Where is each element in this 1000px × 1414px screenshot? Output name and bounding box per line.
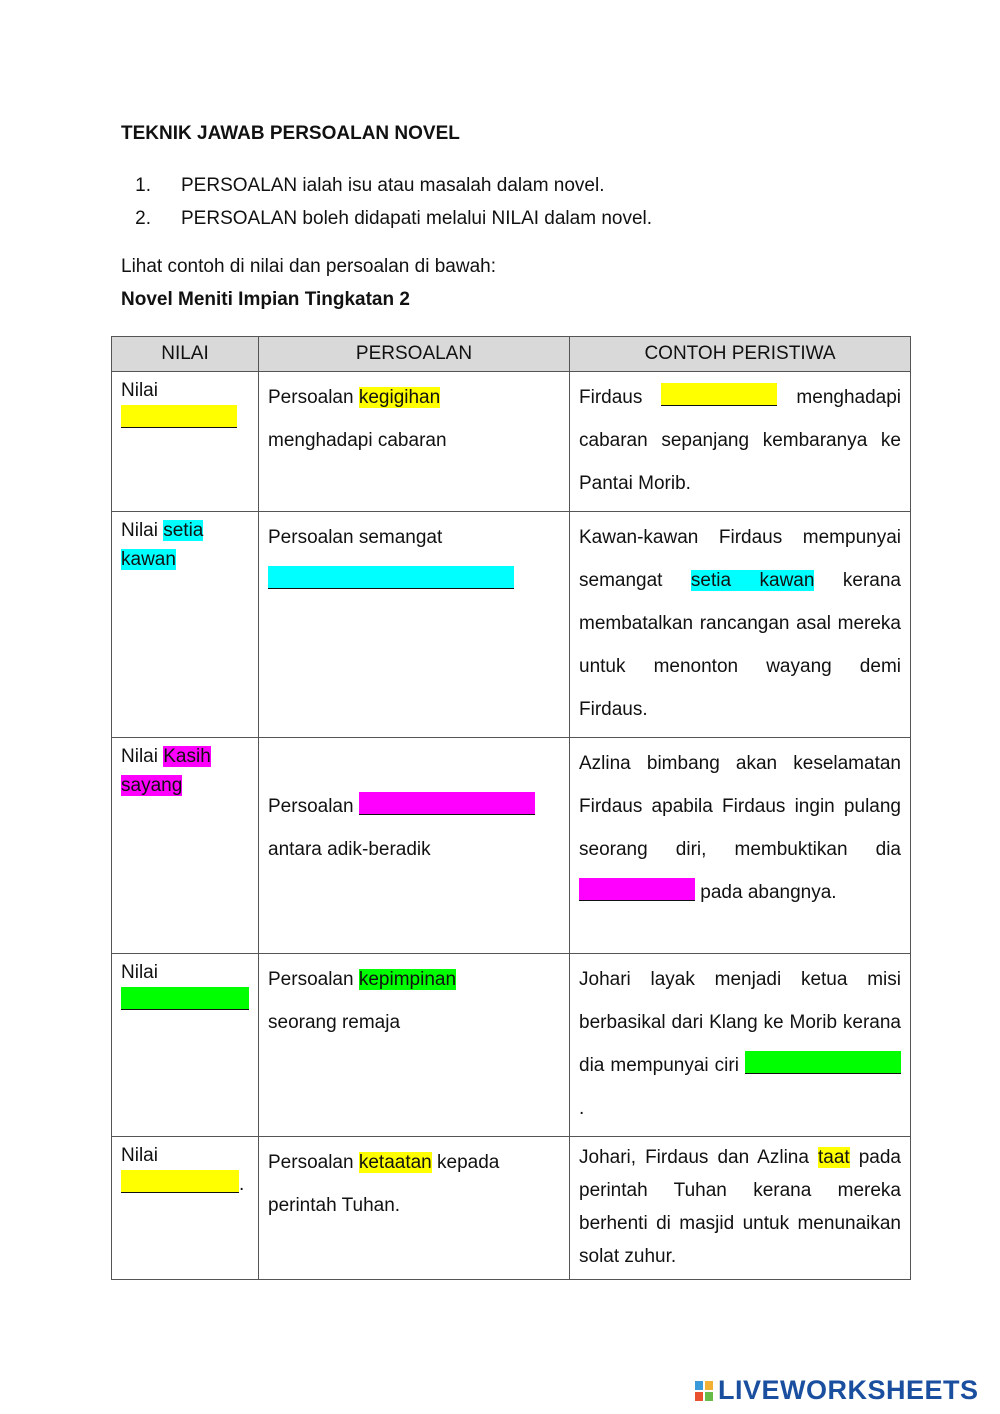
persoalan-text: seorang remaja	[268, 1012, 401, 1033]
table-row	[112, 738, 911, 954]
table-row	[112, 372, 911, 512]
contoh-text: Kawan-kawan Firdaus mempunyai semangat	[579, 527, 901, 591]
nilai-cell	[112, 1137, 259, 1280]
answer-blank[interactable]	[661, 383, 777, 406]
contoh-text: pada abangnya.	[700, 882, 837, 903]
liveworksheets-logo	[694, 1375, 979, 1406]
list-number: 2.	[135, 208, 151, 229]
contoh-text: Firdaus	[579, 387, 643, 408]
nilai-cell	[112, 372, 259, 512]
persoalan-cell	[259, 738, 570, 954]
answer-blank[interactable]	[121, 405, 237, 428]
header-contoh-peristiwa: CONTOH PERISTIWA	[570, 337, 911, 372]
table-header-row	[112, 337, 911, 372]
answer-blank[interactable]	[579, 878, 695, 901]
list-item	[121, 173, 652, 206]
highlight-text: ketaatan	[358, 1152, 432, 1173]
list-text: PERSOALAN ialah isu atau masalah dalam novel.	[181, 175, 605, 196]
nilai-label: Nilai	[121, 520, 164, 541]
contoh-text: kerana membatalkan rancangan asal mereka untuk menonton wayang demi Firdaus.	[579, 570, 901, 720]
worksheet-table	[111, 336, 911, 1280]
highlight-text: Kasih sayang	[121, 746, 211, 796]
list-item	[121, 206, 652, 239]
answer-blank[interactable]	[121, 987, 249, 1010]
persoalan-cell	[259, 372, 570, 512]
highlight-text: taat	[817, 1147, 850, 1168]
highlight-text: kepimpinan	[358, 969, 457, 990]
nilai-cell	[112, 738, 259, 954]
contoh-text: Johari, Firdaus dan Azlina	[579, 1147, 818, 1168]
nilai-label: .	[239, 1174, 245, 1195]
highlight-text: setia kawan	[121, 520, 204, 570]
header-nilai: NILAI	[112, 337, 259, 372]
nilai-cell	[112, 954, 259, 1137]
contoh-cell	[570, 512, 911, 738]
persoalan-text: Persoalan	[268, 796, 354, 817]
list-text: PERSOALAN boleh didapati melalui NILAI dalam novel.	[181, 208, 653, 229]
persoalan-cell	[259, 512, 570, 738]
persoalan-text: Persoalan	[268, 387, 359, 408]
answer-blank[interactable]	[745, 1051, 901, 1074]
novel-subtitle: Novel Meniti Impian Tingkatan 2	[121, 289, 410, 310]
persoalan-text: Persoalan	[268, 969, 359, 990]
nilai-label: Nilai	[121, 746, 164, 767]
highlight-text: kegigihan	[358, 387, 441, 408]
page-title: TEKNIK JAWAB PERSOALAN NOVEL	[121, 123, 460, 144]
answer-blank[interactable]	[121, 1170, 239, 1193]
nilai-label: Nilai	[121, 1145, 158, 1166]
persoalan-cell	[259, 1137, 570, 1280]
contoh-cell	[570, 1137, 911, 1280]
table-row	[112, 954, 911, 1137]
contoh-cell	[570, 954, 911, 1137]
contoh-text: pada perintah Tuhan kerana mereka berhenti di masjid untuk menunaikan solat zuhur.	[579, 1147, 902, 1267]
persoalan-text: kepada perintah Tuhan.	[268, 1152, 500, 1216]
contoh-text: Azlina bimbang akan keselamatan Firdaus apabila Firdaus ingin pulang seorang diri, membuktikan dia	[579, 753, 901, 860]
list-number: 1.	[135, 175, 151, 196]
highlight-text: setia kawan	[690, 570, 815, 591]
table-row	[112, 1137, 911, 1280]
intro-list	[121, 173, 652, 239]
contoh-cell	[570, 372, 911, 512]
contoh-text: Johari layak menjadi ketua misi berbasikal dari Klang ke Morib kerana dia mempunyai ciri	[579, 969, 901, 1076]
persoalan-text: menghadapi cabaran	[268, 430, 447, 451]
persoalan-cell	[259, 954, 570, 1137]
table-row	[112, 512, 911, 738]
header-persoalan: PERSOALAN	[259, 337, 570, 372]
answer-blank[interactable]	[359, 792, 535, 815]
persoalan-text: antara adik-beradik	[268, 839, 431, 860]
contoh-cell	[570, 738, 911, 954]
nilai-cell	[112, 512, 259, 738]
persoalan-text: Persoalan semangat	[268, 527, 443, 548]
nilai-label: Nilai	[121, 962, 158, 983]
persoalan-text: Persoalan	[268, 1152, 359, 1173]
brand-name: LIVEWORKSHEETS	[718, 1375, 979, 1405]
contoh-text: menghadapi cabaran sepanjang kembaranya ke Pantai Morib.	[579, 387, 902, 494]
logo-icon	[694, 1380, 714, 1402]
nilai-label: Nilai	[121, 380, 158, 401]
contoh-text: .	[579, 1098, 585, 1119]
lead-text: Lihat contoh di nilai dan persoalan di bawah:	[121, 256, 496, 277]
answer-blank[interactable]	[268, 566, 514, 589]
